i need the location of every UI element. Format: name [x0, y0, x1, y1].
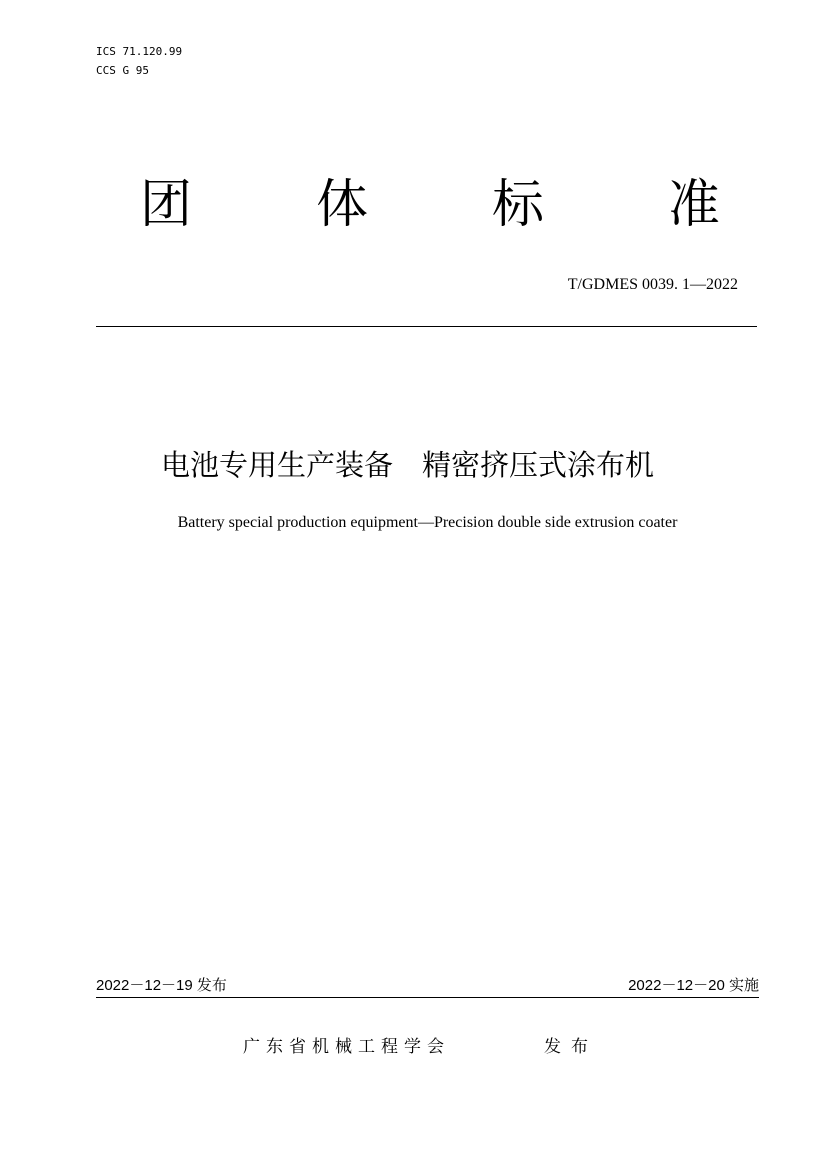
document-type-char: 体	[315, 175, 368, 235]
top-divider	[96, 326, 757, 327]
ccs-code: CCS G 95	[96, 64, 149, 77]
classification-codes	[96, 42, 182, 80]
standard-number: T/GDMES 0039. 1—2022	[567, 276, 738, 293]
document-type-heading	[140, 170, 720, 240]
issue-date: 2022－12－19 发布	[96, 977, 227, 994]
bottom-divider	[96, 997, 759, 998]
publish-action: 发布	[544, 1037, 598, 1057]
document-type-char: 团	[140, 175, 193, 235]
english-title: Battery special production equipment—Precision double side extrusion coater	[177, 514, 678, 531]
document-type-char: 准	[667, 175, 720, 235]
publisher-name: 广东省机械工程学会	[243, 1037, 450, 1057]
ics-code: ICS 71.120.99	[96, 45, 183, 58]
chinese-title: 电池专用生产装备 精密挤压式涂布机	[160, 448, 654, 482]
document-type-char: 标	[491, 175, 544, 235]
effective-date: 2022－12－20 实施	[628, 977, 759, 994]
date-row	[96, 975, 759, 999]
